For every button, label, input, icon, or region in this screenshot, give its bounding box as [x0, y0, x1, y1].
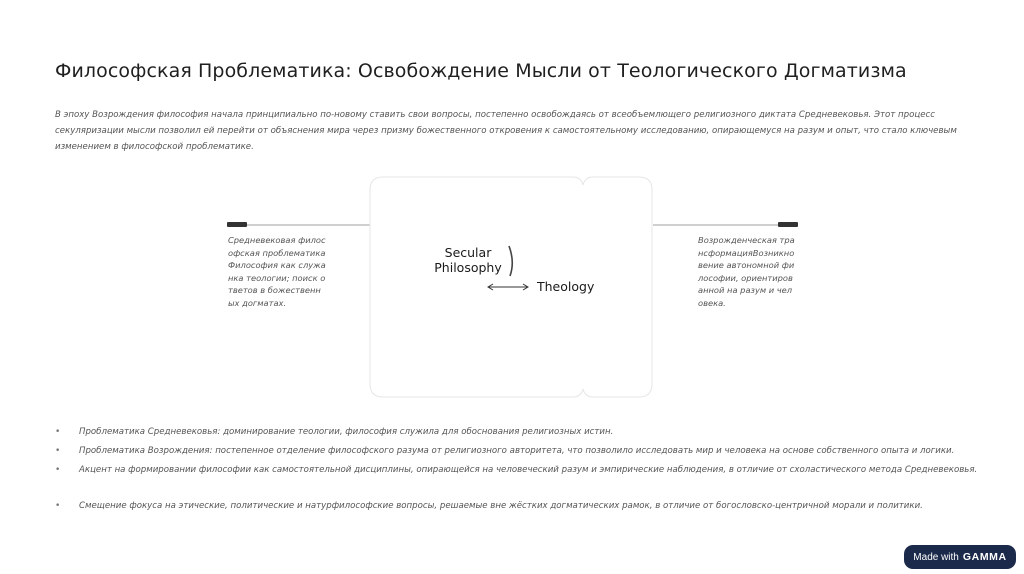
bullet-text: Акцент на формировании философии как самостоятельной дисциплины, опирающейся на человеческий разум и эмпирические наблюдения, в отличие от схоластического метода Средневековья. [79, 465, 978, 475]
secular-philosophy-label [426, 245, 510, 275]
gamma-logo-text: GAMMA [962, 551, 1007, 563]
bullet-dot-icon: • [55, 465, 61, 475]
timeline-line-left [228, 224, 370, 226]
bullet-dot-icon: • [55, 446, 61, 456]
bullet-item [55, 444, 995, 463]
secular-label-line1: Secular [444, 245, 492, 260]
theology-label: Theology [537, 279, 595, 294]
timeline-marker-left [227, 222, 247, 227]
timeline-marker-right [778, 222, 798, 227]
diagram-frame [369, 176, 653, 398]
secular-theology-diagram [369, 176, 653, 398]
bullet-text: Проблематика Возрождения: постепенное отделение философского разума от религиозного авторитета, что позволило исследовать мир и человека на основе собственного опыта и логики. [79, 446, 955, 456]
secular-label-line2: Philosophy [434, 260, 502, 275]
bullet-text: Смещение фокуса на этические, политические и натурфилософские вопросы, решаемые вне жёстких догматических рамок, в отличие от богословско-центричной морали и политики. [79, 501, 923, 511]
timeline-line-right [653, 224, 783, 226]
bullet-dot-icon: • [55, 427, 61, 437]
timeline-left-text: Средневековая философская проблематикаФилософия как служанка теологии; поиск ответов в божественных догматах. [228, 235, 326, 308]
bullet-item [55, 463, 995, 482]
bullet-dot-icon: • [55, 501, 61, 511]
intro-paragraph: В эпоху Возрождения философия начала принципиально по-новому ставить свои вопросы, постепенно освобождаясь от всеобъемлющего религиозного диктата Средневековья. Этот процесс секуляризации мысли позволил ей перейти от объяснения мира через призму божественного откровения к самостоятельному исследованию, опирающемуся на разум и опыт, что стало ключевым изменением в философской проблематике. [55, 110, 957, 152]
bullet-text: Проблематика Средневековья: доминирование теологии, философия служила для обоснования религиозных истин. [79, 427, 614, 437]
badge-prefix: Made with [913, 551, 959, 563]
bullet-item [55, 499, 995, 518]
bullet-list [55, 425, 995, 518]
bullet-item [55, 425, 995, 444]
timeline-right-text: Возрожденческая трансформацияВозникновение автономной философии, ориентированной на разум и человека. [698, 235, 795, 308]
page-title: Философская Проблематика: Освобождение Мысли от Теологического Догматизма [55, 60, 907, 82]
made-with-gamma-badge[interactable] [904, 545, 1016, 569]
